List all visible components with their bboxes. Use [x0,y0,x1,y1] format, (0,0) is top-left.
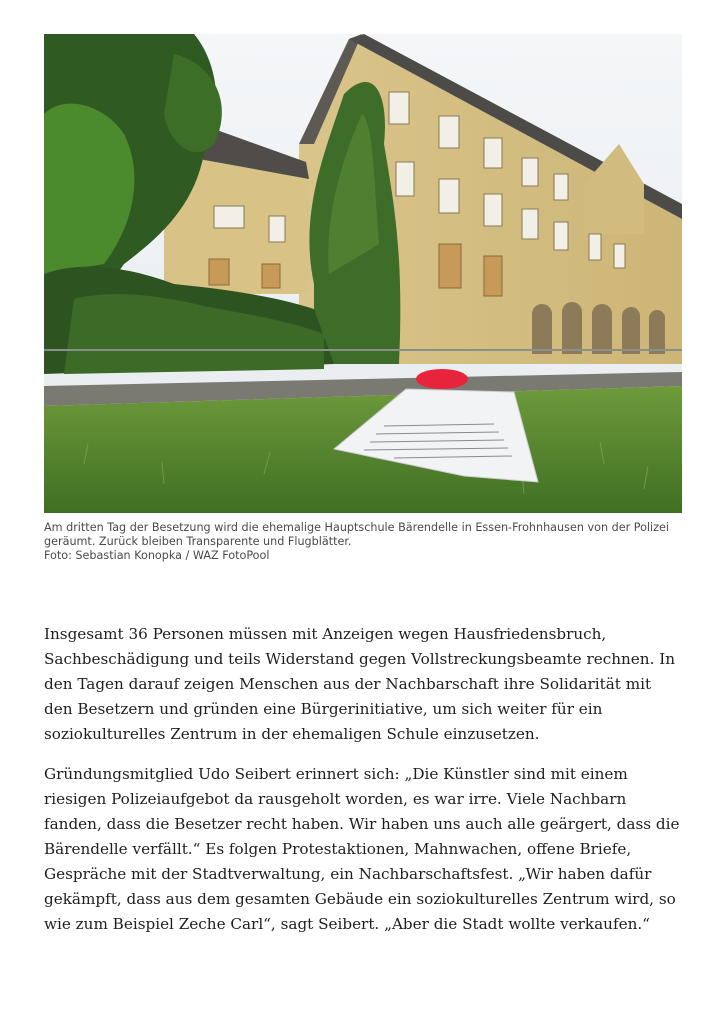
article-body [44,622,684,952]
article-paragraph: Insgesamt 36 Personen müssen mit Anzeigen wegen Hausfriedensbruch, Sachbeschädigung und teils Widerstand gegen Vollstreckungsbeamte rechnen. In den Tagen darauf zeigen Menschen aus der Nachbarschaft ihre Solidarität mit den Besetzern und gründen eine Bürgerinitiative, um sich weiter für ein soziokulturelles Zentrum in der ehemaligen Schule einzusetzen. [44,625,675,743]
caption-text: Am dritten Tag der Besetzung wird die ehemalige Hauptschule Bärendelle in Essen-Frohnhausen von der Polizei geräumt. Zurück bleiben Transparente und Flugblätter. [44,521,670,548]
article-photo [44,34,682,513]
caption-credit: Foto: Sebastian Konopka / WAZ FotoPool [44,549,270,562]
photo-caption [44,521,684,563]
article-paragraph: Gründungsmitglied Udo Seibert erinnert sich: „Die Künstler sind mit einem riesigen Polizeiaufgebot da rausgeholt worden, es war irre. Viele Nachbarn fanden, dass die Besetzer recht haben. Wir haben uns auch alle geärgert, dass die Bärendelle verfällt.“ Es folgen Protestaktionen, Mahnwachen, offene Briefe, Gespräche mit der Stadtverwaltung, ein Nachbarschaftsfest. „Wir haben dafür gekämpft, dass aus dem gesamten Gebäude ein soziokulturelles Zentrum wird, so wie zum Beispiel Zeche Carl“, sagt Seibert. „Aber die Stadt wollte verkaufen.“ [44,765,680,933]
